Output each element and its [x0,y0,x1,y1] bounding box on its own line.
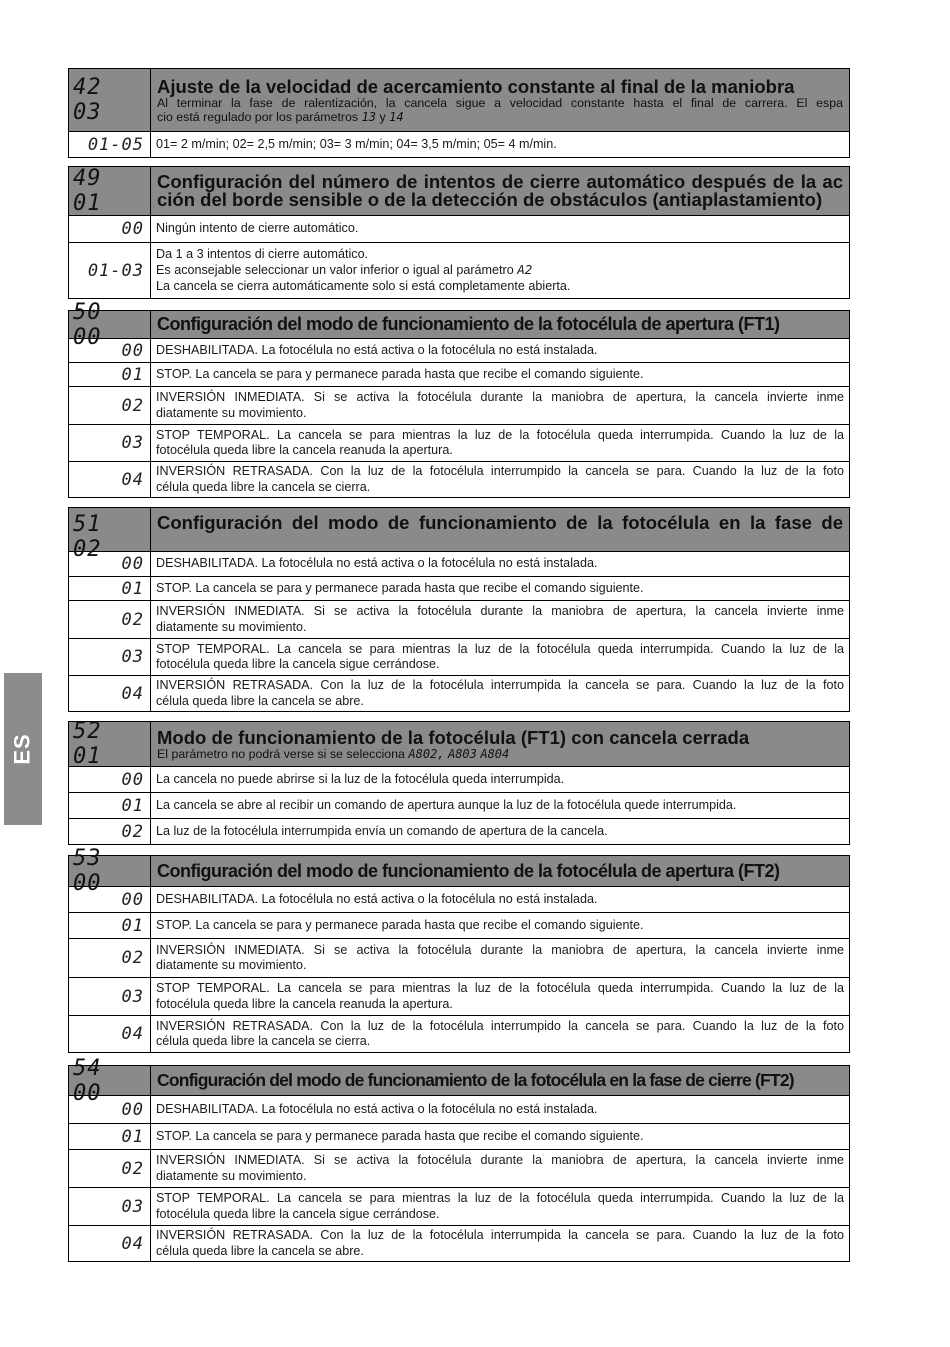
section-subtitle: Al terminar la fase de ralentización, la cancela sigue a velocidad constante hasta el final de carrera. El espa [157,95,843,110]
param-ref-conj: y [379,109,386,124]
value-description: INVERSIÓN RETRASADA. Con la luz de la fotocélula interrumpida la cancela se para. Cuando la luz de la foto [156,1228,844,1242]
table-row [69,886,849,912]
value-description: STOP TEMPORAL. La cancela se para mientras la luz de la fotocélula queda interrumpida. Cuando la luz de la [156,427,844,442]
param-section-53 [68,846,850,1053]
value-description: fotocélula queda libre la cancela sigue cerrándose. [156,657,440,671]
value-code: 04 [69,1016,151,1052]
table-row [69,551,849,576]
value-description: célula queda libre la cancela se abre. [156,1243,364,1258]
value-description: Es aconsejable seleccionar un valor inferior o igual al parámetro [156,263,514,278]
value-description: INVERSIÓN INMEDIATA. Si se activa la fotocélula durante la maniobra de apertura, la cancela invierte inme [156,1153,844,1167]
value-code: 03 [69,978,151,1015]
table-row [69,424,849,461]
value-description: DESHABILITADA. La fotocélula no está activa o la fotocélula no está instalada. [156,1101,598,1116]
param-code: 51 02 [69,508,151,551]
value-description: INVERSIÓN RETRASADA. Con la luz de la fotocélula interrumpido la cancela se para. Cuando la luz de la foto [156,1018,844,1033]
table-row [69,1187,849,1225]
section-title: Modo de funcionamiento de la fotocélula (FT1) con cancela cerrada [157,726,750,748]
value-description: Da 1 a 3 intentos di cierre automático. [156,246,369,261]
section-title: Configuración del modo de funcionamiento de la fotocélula de apertura (FT1) [157,314,780,334]
value-description: 01= 2 m/min; 02= 2,5 m/min; 03= 3 m/min; 04= 3,5 m/min; 05= 4 m/min. [156,136,557,151]
value-description: STOP TEMPORAL. La cancela se para mientras la luz de la fotocélula queda interrumpida. Cuando la luz de la [156,981,844,995]
value-description: DESHABILITADA. La fotocélula no está activa o la fotocélula no está instalada. [156,556,598,571]
table-row [69,1015,849,1052]
section-title: Configuración del modo de funcionamiento de la fotocélula en la fase de cierre (FT2) [157,1070,794,1090]
value-code: 04 [69,1226,151,1261]
param-code: 50 00 [69,311,151,338]
param-code: 42 03 [69,69,151,131]
value-description: INVERSIÓN INMEDIATA. Si se activa la fotocélula durante la maniobra de apertura, la cancela invierte inme [156,942,844,957]
value-description: fotocélula queda libre la cancela sigue cerrándose. [156,1206,440,1221]
value-code: 02 [69,601,151,638]
value-code: 04 [69,462,151,497]
section-header [69,69,849,131]
value-description: diatamente su movimiento. [156,405,307,420]
param-section-49 [68,166,850,299]
value-code: 04 [69,676,151,711]
value-description: La cancela no puede abrirse si la luz de la fotocélula queda interrumpida. [156,771,565,786]
table-row [69,766,849,792]
table-row [69,215,849,242]
value-description: STOP TEMPORAL. La cancela se para mientras la luz de la fotocélula queda interrumpida. Cuando la luz de la [156,1191,844,1205]
value-description: célula queda libre la cancela se cierra. [156,479,371,494]
param-code: 52 01 [69,722,151,766]
value-description: diatamente su movimiento. [156,958,307,972]
section-title: ción del borde sensible o de la detección de obstáculos (antiaplastamiento) [157,189,823,210]
value-description: DESHABILITADA. La fotocélula no está activa o la fotocélula no está instalada. [156,342,598,357]
value-description: STOP. La cancela se para y permanece parada hasta que recibe el comando siguiente. [156,366,644,381]
value-description: DESHABILITADA. La fotocélula no está activa o la fotocélula no está instalada. [156,891,598,906]
section-header [69,846,849,896]
table-row [69,131,849,157]
value-code: 01 [69,913,151,938]
value-code: 00 [69,1096,151,1123]
section-title: Configuración del modo de funcionamiento de la fotocélula en la fase de [157,512,843,533]
value-code: 01 [69,363,151,386]
param-code: 54 00 [69,1066,151,1095]
table-row [69,576,849,600]
value-description: STOP. La cancela se para y permanece parada hasta que recibe el comando siguiente. [156,917,644,932]
value-code: 01 [69,577,151,600]
value-description: INVERSIÓN INMEDIATA. Si se activa la fotocélula durante la maniobra de apertura, la cancela invierte inme [156,390,844,404]
table-row [69,242,849,298]
section-header [69,167,849,215]
table-row [69,461,849,497]
section-subtitle: El parámetro no podrá verse si se selecciona [157,746,405,761]
param-ref: 13 [361,109,377,124]
value-code: 01 [69,793,151,818]
value-description: célula queda libre la cancela se cierra. [156,1034,371,1048]
table-row [69,362,849,386]
table-row [69,1225,849,1261]
table-row [69,818,849,844]
value-description: STOP. La cancela se para y permanece parada hasta que recibe el comando siguiente. [156,1128,644,1143]
table-row [69,1149,849,1187]
table-row [69,1123,849,1149]
value-description: STOP TEMPORAL. La cancela se para mientras la luz de la fotocélula queda interrumpida. Cuando la luz de la [156,641,844,656]
value-code: 01-03 [69,243,151,298]
section-header [69,508,849,562]
value-description: La luz de la fotocélula interrumpida envía un comando de apertura de la cancela. [156,823,608,838]
value-description: INVERSIÓN INMEDIATA. Si se activa la fotocélula durante la maniobra de apertura, la cancela invierte inme [156,604,844,618]
value-code: 01 [69,1124,151,1149]
table-row [69,912,849,938]
value-code: 00 [69,887,151,912]
table-row [69,338,849,362]
section-title: Configuración del número de intentos de cierre automático después de la ac [157,171,843,192]
table-row [69,386,849,424]
value-code: 02 [69,1150,151,1187]
value-description: célula queda libre la cancela se abre. [156,693,364,708]
param-ref: A804 [480,746,510,761]
value-code: 01-05 [69,132,151,157]
value-code: 00 [69,339,151,362]
value-code: 02 [69,387,151,424]
param-code: 49 01 [69,167,151,215]
value-description: STOP. La cancela se para y permanece parada hasta que recibe el comando siguiente. [156,580,644,595]
value-code: 03 [69,1188,151,1225]
value-code: 03 [69,639,151,675]
value-description: La cancela se abre al recibir un comando de apertura aunque la luz de la fotocélula quede interrumpida. [156,797,737,812]
param-ref: A802, [408,746,445,761]
section-header [69,1055,849,1106]
param-code: 53 00 [69,856,151,886]
table-row [69,1095,849,1123]
param-section-54 [68,1055,850,1262]
value-code: 00 [69,216,151,242]
param-section-42 [68,68,850,158]
value-description: INVERSIÓN RETRASADA. Con la luz de la fotocélula interrumpido la cancela se para. Cuando la luz de la foto [156,464,844,478]
value-code: 00 [69,767,151,792]
value-code: 02 [69,819,151,844]
section-header [69,719,849,769]
table-row [69,792,849,818]
param-section-50 [68,299,850,498]
table-row [69,977,849,1015]
param-section-52 [68,721,850,845]
section-subtitle: cio está regulado por los parámetros [157,109,359,124]
value-description: diatamente su movimiento. [156,1168,307,1183]
section-title: Configuración del modo de funcionamiento de la fotocélula de apertura (FT2) [157,860,780,881]
param-ref: 14 [389,109,404,124]
value-description: diatamente su movimiento. [156,619,307,634]
language-side-tab [4,673,42,825]
param-section-51 [68,507,850,712]
value-code: 02 [69,939,151,977]
section-title: Ajuste de la velocidad de acercamiento constante al final de la maniobra [157,75,795,97]
table-row [69,600,849,638]
value-description: fotocélula queda libre la cancela reanuda la apertura. [156,443,453,457]
table-row [69,675,849,711]
table-row [69,938,849,977]
param-ref: A803 [447,746,477,761]
value-code: 03 [69,425,151,461]
value-description: Ningún intento de cierre automático. [156,221,359,236]
table-row [69,638,849,675]
param-ref: A2 [517,262,533,278]
value-description: fotocélula queda libre la cancela reanuda la apertura. [156,996,453,1011]
value-code: 00 [69,552,151,576]
value-description: La cancela se cierra automáticamente solo si está completamente abierta. [156,278,571,293]
value-description: INVERSIÓN RETRASADA. Con la luz de la fotocélula interrumpida la cancela se para. Cuando la luz de la foto [156,678,844,692]
language-label: ES [9,733,35,765]
